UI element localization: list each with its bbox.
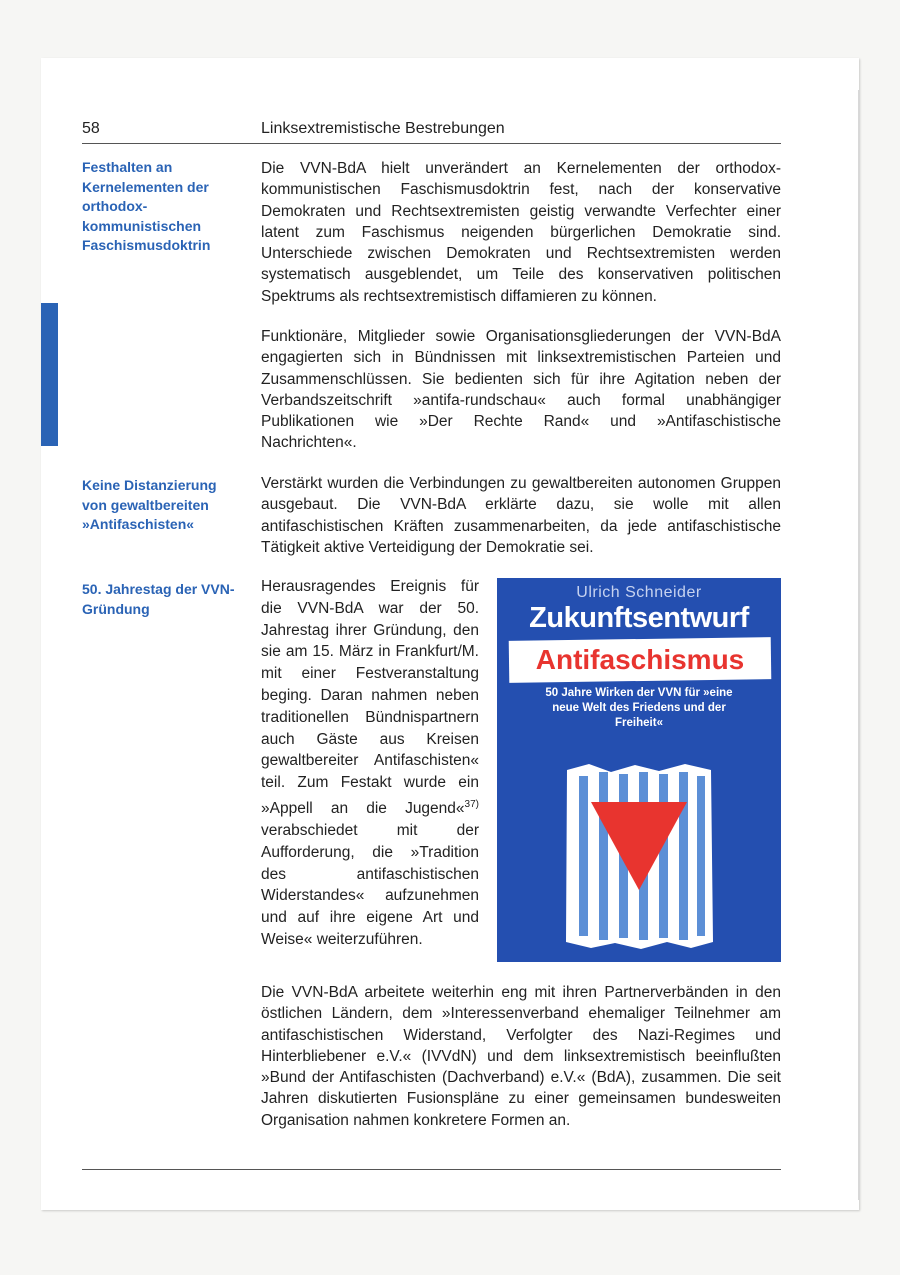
paragraph-autonome-gruppen: Verstärkt wurden die Verbindungen zu gewaltbereiten autonomen Gruppen ausgebaut. Die VVN-BdA erklärte dazu, sie wolle mit allen antifaschistischen Kräften zusammenarbeiten, da jede antifaschistische Tätigkeit aktive Verteidigung der Demokratie sei. bbox=[261, 475, 781, 556]
page-number: 58 bbox=[82, 120, 100, 137]
footnote-ref-37: 37) bbox=[464, 798, 479, 810]
paragraph-jahrestag-text: Herausragendes Ereignis für die VVN-BdA war der 50. Jahrestag ihrer Gründung, den sie am 15. März in Frankfurt/M. mit einer Festveranstaltung beging. Daran nahmen neben traditionellen Bündnispartnern auch Gäste aus Kreisen gewaltbereiter Antifaschisten« teil. Zum Festakt wurde ein »Appell an die Jugend« bbox=[261, 578, 479, 818]
margin-marker bbox=[41, 303, 58, 446]
page-edge-shadow bbox=[858, 90, 860, 1200]
header-rule bbox=[82, 143, 781, 144]
running-head: Linksextremistische Bestrebungen bbox=[261, 120, 505, 137]
book-cover-image bbox=[497, 578, 781, 962]
side-note-distanzierung: Keine Distanzierung von gewaltbereiten »Antifaschisten« bbox=[82, 477, 217, 532]
cover-subtitle: Antifaschismus bbox=[535, 644, 745, 675]
side-note-faschismusdoktrin: Festhalten an Kernelementen der orthodox-kommunistischen Faschismusdoktrin bbox=[82, 159, 211, 253]
cover-striped-triangle-illustration bbox=[563, 762, 715, 950]
paragraph-jahrestag bbox=[261, 576, 479, 951]
side-note-jahrestag: 50. Jahrestag der VVN-Gründung bbox=[82, 581, 235, 617]
footer-rule bbox=[82, 1169, 781, 1170]
cover-author: Ulrich Schneider bbox=[576, 584, 702, 601]
paragraph-buendnisse: Funktionäre, Mitglieder sowie Organisationsgliederungen der VVN-BdA engagierten sich in Bündnissen mit linksextremistischen Parteien und Zusammenschlüssen. Sie bedienten sich für ihre Agitation neben der Verbandszeitschrift »antifa-rundschau« auch formal unabhängiger Publikationen wie »Der Rechte Rand« und »Antifaschistische Nachrichten«. bbox=[261, 328, 781, 452]
cover-blurb: 50 Jahre Wirken der VVN für »eine neue Welt des Friedens und der Freiheit« bbox=[545, 687, 733, 729]
cover-title: Zukunftsentwurf bbox=[529, 602, 749, 634]
paragraph-partnerverbaende: Die VVN-BdA arbeitete weiterhin eng mit ihren Partnerverbänden in den östlichen Ländern, dem »Interessenverband ehemaliger Teilnehmer am antifaschistischen Widerstand, Verfolgter des Nazi-Regimes und Hinterbliebener e.V.« (IVVdN) und dem linksextremistisch beeinflußten »Bund der Antifaschisten (Dachverband) e.V.« (BdA), zusammen. Die seit Jahren diskutierten Fusionspläne zu einer gemeinsamen bundesweiten Organisation nahmen konkretere Formen an. bbox=[261, 984, 781, 1129]
paragraph-faschismusdoktrin: Die VVN-BdA hielt unverändert an Kernelementen der orthodox-kommunistischen Faschismusdoktrin fest, nach der konservative Demokraten und Rechtsextremisten geistig verwandte Verfechter einer latent zum Faschismus neigenden bürgerlichen Demokratie sind. Unterschiede zwischen Demokraten und Rechtsextremisten werden systematisch ausgeblendet, um Teile des konservativen politischen Spektrums als rechtsextremistisch diffamieren zu können. bbox=[261, 160, 781, 305]
paragraph-jahrestag-text-end: verabschiedet mit der Aufforderung, die »Tradition des antifaschistischen Widerstandes« aufzunehmen und auf ihre eigene Art und Weise« weiterzuführen. bbox=[261, 821, 479, 948]
